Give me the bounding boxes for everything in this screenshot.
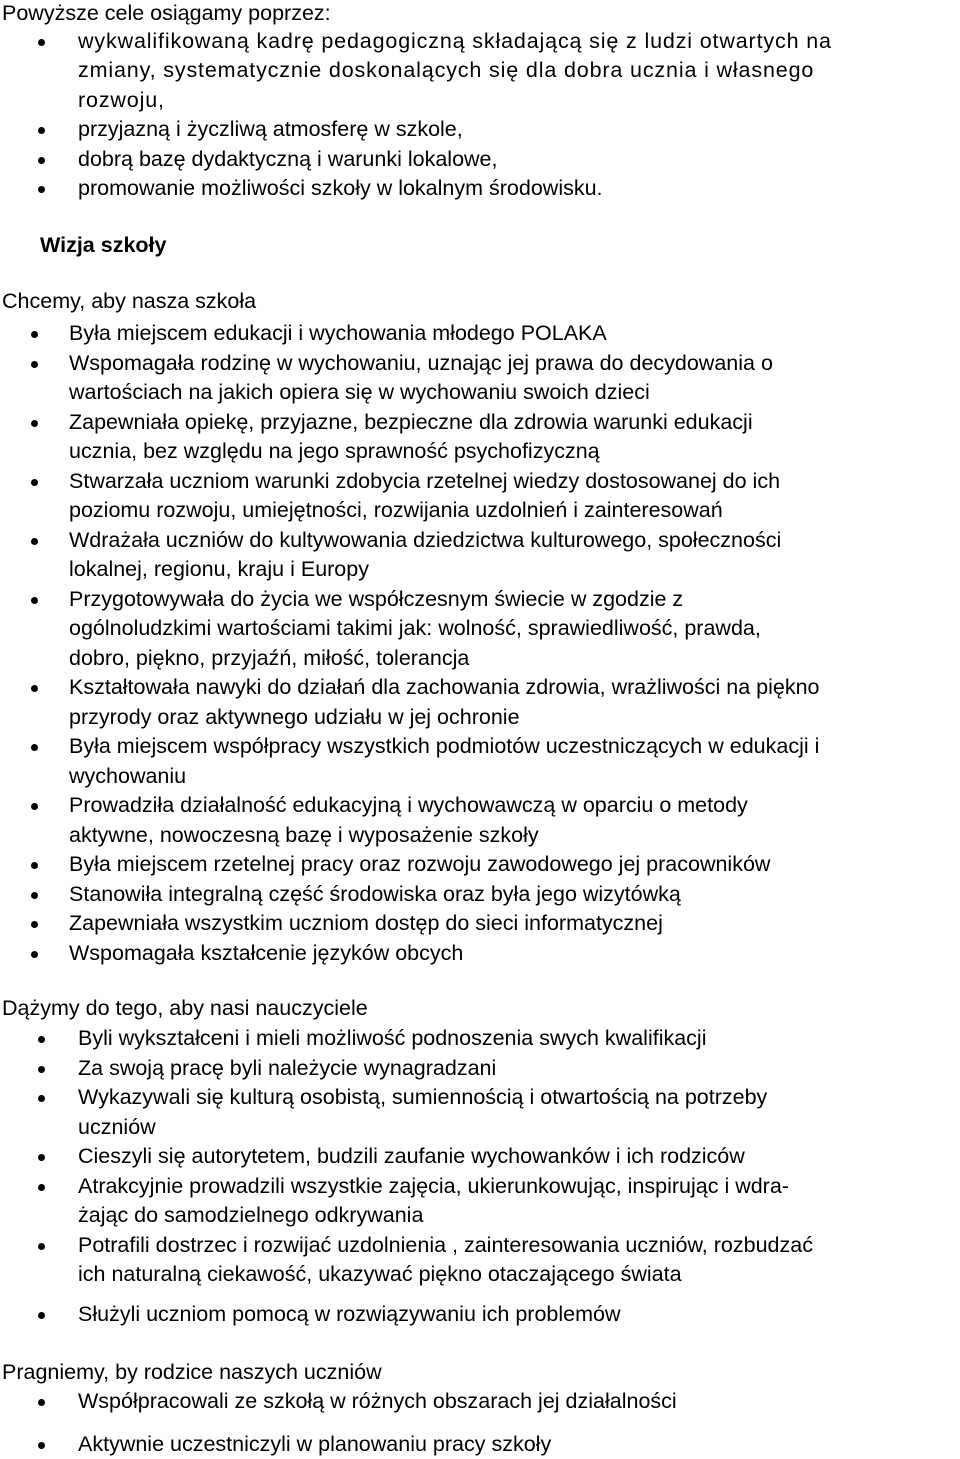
list-item: Prowadziła działalność edukacyjną i wychowawczą w oparciu o metody aktywne, nowoczesną bazę i wyposażenie szkoły (0, 791, 960, 850)
list-item: Była miejscem edukacji i wychowania młodego POLAKA (0, 319, 960, 349)
bullet-icon (38, 1066, 45, 1073)
list-item: Stwarzała uczniom warunki zdobycia rzetelnej wiedzy dostosowanej do ich poziomu rozwoju, umiejętności, rozwijania uzdolnień i zainteresowań (0, 467, 960, 526)
list-item: Atrakcyjnie prowadzili wszystkie zajęcia, ukierunkowując, inspirując i wdra- żając do samodzielnego odkrywania (0, 1172, 960, 1231)
bullet-icon (38, 1154, 45, 1161)
list-item: wykwalifikowaną kadrę pedagogiczną składającą się z ludzi otwartych na zmiany, systematycznie doskonalących się dla dobra ucznia i własnego rozwoju, (0, 27, 960, 115)
bullet-icon (31, 331, 38, 338)
list-item: Cieszyli się autorytetem, budzili zaufanie wychowanków i ich rodziców (0, 1142, 960, 1172)
bullet-icon (38, 1442, 45, 1449)
bullet-icon (31, 744, 38, 751)
vision-list (0, 319, 960, 968)
parents-list (0, 1387, 960, 1459)
list-item: Zapewniała wszystkim uczniom dostęp do sieci informatycznej (0, 909, 960, 939)
list-item: Wspomagała kształcenie języków obcych (0, 939, 960, 969)
bullet-icon (31, 479, 38, 486)
list-item: Wdrażała uczniów do kultywowania dziedzictwa kulturowego, społeczności lokalnej, regionu, kraju i Europy (0, 526, 960, 585)
bullet-icon (38, 186, 45, 193)
bullet-icon (31, 420, 38, 427)
bullet-icon (38, 127, 45, 134)
list-item: Stanowiła integralną część środowiska oraz była jego wizytówką (0, 880, 960, 910)
teachers-lead: Dążymy do tego, aby nasi nauczyciele (2, 994, 368, 1024)
bullet-icon (31, 597, 38, 604)
list-item: przyjazną i życzliwą atmosferę w szkole, (0, 115, 960, 144)
goals-list (0, 27, 960, 203)
bullet-icon (38, 157, 45, 164)
list-item: dobrą bazę dydaktyczną i warunki lokalowe, (0, 145, 960, 174)
bullet-icon (38, 1243, 45, 1250)
bullet-icon (31, 862, 38, 869)
vision-lead: Chcemy, aby nasza szkoła (2, 287, 256, 317)
list-item: Była miejscem współpracy wszystkich podmiotów uczestniczących w edukacji i wychowaniu (0, 732, 960, 791)
bullet-icon (31, 951, 38, 958)
bullet-icon (31, 803, 38, 810)
bullet-icon (31, 685, 38, 692)
bullet-icon (31, 538, 38, 545)
section-title-vision: Wizja szkoły (40, 230, 166, 260)
list-item: Współpracowali ze szkołą w różnych obszarach jej działalności (0, 1387, 960, 1417)
teachers-list (0, 1024, 960, 1329)
bullet-icon (31, 361, 38, 368)
bullet-icon (31, 892, 38, 899)
intro-line: Powyższe cele osiągamy poprzez: (2, 0, 331, 29)
bullet-icon (31, 921, 38, 928)
list-item: Za swoją pracę byli należycie wynagradzani (0, 1054, 960, 1084)
list-item: Wspomagała rodzinę w wychowaniu, uznając jej prawa do decydowania o wartościach na jakich opiera się w wychowaniu swoich dzieci (0, 349, 960, 408)
list-item: promowanie możliwości szkoły w lokalnym środowisku. (0, 174, 960, 203)
bullet-icon (38, 1095, 45, 1102)
bullet-icon (38, 39, 45, 46)
list-item: Potrafili dostrzec i rozwijać uzdolnienia , zainteresowania uczniów, rozbudzać ich naturalną ciekawość, ukazywać piękno otaczającego świata (0, 1231, 960, 1290)
bullet-icon (38, 1184, 45, 1191)
list-item: Byli wykształceni i mieli możliwość podnoszenia swych kwalifikacji (0, 1024, 960, 1054)
bullet-icon (38, 1036, 45, 1043)
parents-lead: Pragniemy, by rodzice naszych uczniów (2, 1358, 382, 1388)
list-item: Była miejscem rzetelnej pracy oraz rozwoju zawodowego jej pracowników (0, 850, 960, 880)
list-item: Aktywnie uczestniczyli w planowaniu pracy szkoły (0, 1430, 960, 1459)
bullet-icon (38, 1312, 45, 1319)
list-item: Służyli uczniom pomocą w rozwiązywaniu ich problemów (0, 1300, 960, 1330)
list-item: Zapewniała opiekę, przyjazne, bezpieczne dla zdrowia warunki edukacji ucznia, bez względu na jego sprawność psychofizyczną (0, 408, 960, 467)
bullet-icon (38, 1399, 45, 1406)
list-item: Wykazywali się kulturą osobistą, sumiennością i otwartością na potrzeby uczniów (0, 1083, 960, 1142)
list-item: Przygotowywała do życia we współczesnym świecie w zgodzie z ogólnoludzkimi wartościami takimi jak: wolność, sprawiedliwość, prawda, dobro, piękno, przyjaźń, miłość, tolerancja (0, 585, 960, 674)
list-item: Kształtowała nawyki do działań dla zachowania zdrowia, wrażliwości na piękno przyrody oraz aktywnego udziału w jej ochronie (0, 673, 960, 732)
